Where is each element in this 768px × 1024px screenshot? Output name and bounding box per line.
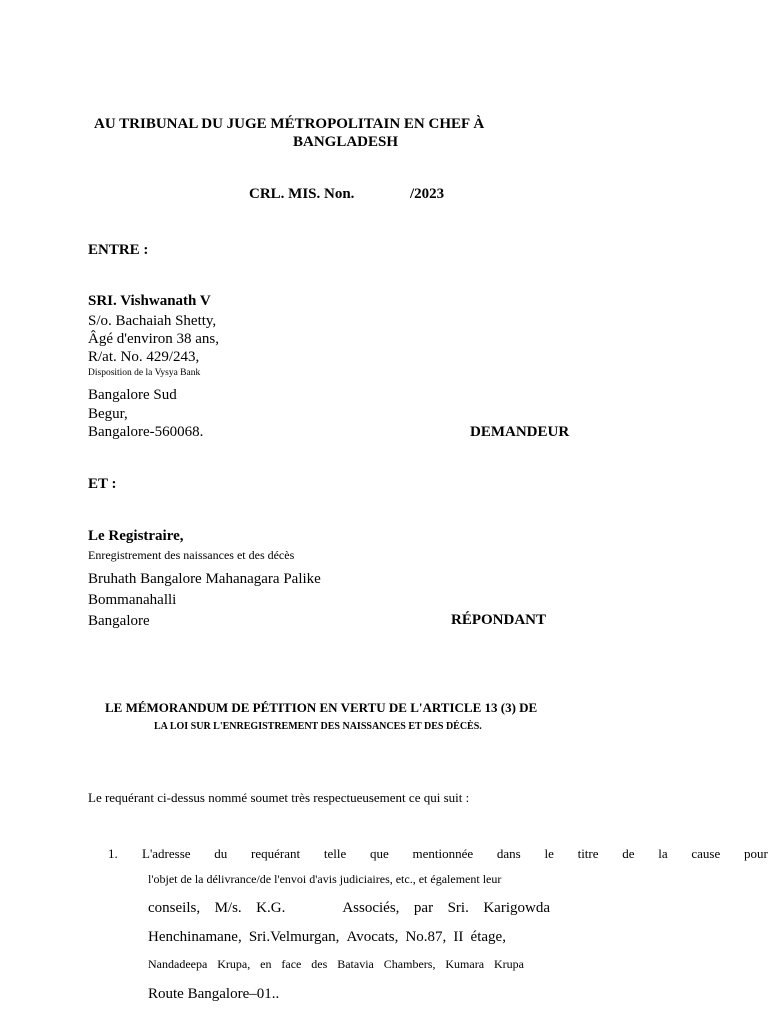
word: Krupa <box>493 957 524 971</box>
word: le <box>544 846 554 861</box>
petitioner-line: Disposition de la Vysya Bank <box>88 368 201 378</box>
petitioner-role: DEMANDEUR <box>470 424 570 440</box>
word: Henchinamane, <box>148 929 242 945</box>
respondent-name: Le Registraire, <box>88 528 184 544</box>
between-label: ENTRE : <box>88 242 149 258</box>
word: Batavia <box>337 957 374 971</box>
list-item-number: 1. <box>108 846 118 861</box>
word: pour <box>744 846 768 861</box>
word: Sri.Velmurgan, <box>248 929 340 945</box>
word: II <box>453 929 464 945</box>
respondent-line: Bommanahalli <box>88 592 177 608</box>
case-number-year: /2023 <box>410 186 445 202</box>
word: titre <box>577 846 599 861</box>
word: L'adresse <box>142 846 191 861</box>
word: requérant <box>251 846 301 861</box>
petitioner-line: Begur, <box>88 406 128 422</box>
petitioner-line: Bangalore Sud <box>88 387 177 403</box>
petitioner-line: R/at. No. 429/243, <box>88 349 200 365</box>
word: de <box>622 846 635 861</box>
word: K.G. <box>256 900 286 916</box>
item-1-line-2: l'objet de la délivrance/de l'envoi d'avis judiciaires, etc., et également leur <box>148 872 502 886</box>
word: des <box>311 957 328 971</box>
petitioner-line: Bangalore-560068. <box>88 424 204 440</box>
intro-paragraph: Le requérant ci-dessus nommé soumet très respectueusement ce qui suit : <box>88 790 470 805</box>
memorandum-title-line-2: LA LOI SUR L'ENREGISTREMENT DES NAISSANCES ET DES DÉCÈS. <box>154 721 482 732</box>
item-1-line-3 <box>148 901 550 916</box>
word: M/s. <box>214 900 242 916</box>
word: conseils, <box>148 900 201 916</box>
word: étage, <box>470 929 506 945</box>
word: mentionnée <box>412 846 474 861</box>
item-1-line-6: Route Bangalore–01.. <box>148 986 280 1002</box>
respondent-line: Enregistrement des naissances et des décès <box>88 548 295 562</box>
word: Sri. <box>447 900 469 916</box>
word: Karigowda <box>483 900 550 916</box>
court-title-line-1: AU TRIBUNAL DU JUGE MÉTROPOLITAIN EN CHEF À <box>94 116 485 132</box>
word: que <box>369 846 389 861</box>
item-1-line-4 <box>148 930 506 945</box>
word: Krupa, <box>217 957 251 971</box>
memorandum-title-line-1: LE MÉMORANDUM DE PÉTITION EN VERTU DE L'ARTICLE 13 (3) DE <box>105 700 538 715</box>
word: la <box>658 846 668 861</box>
word: Chambers, <box>383 957 436 971</box>
court-title-line-2: BANGLADESH <box>293 134 399 150</box>
and-label: ET : <box>88 476 117 492</box>
petitioner-name: SRI. Vishwanath V <box>88 293 211 309</box>
gap <box>300 901 328 916</box>
case-number-label: CRL. MIS. Non. <box>249 186 355 202</box>
word: Nandadeepa <box>148 957 208 971</box>
word: du <box>214 846 228 861</box>
word: par <box>413 900 434 916</box>
word: dans <box>496 846 521 861</box>
word: cause <box>691 846 721 861</box>
word: Avocats, <box>346 929 399 945</box>
item-1-line-1 <box>142 847 768 860</box>
petitioner-line: S/o. Bachaiah Shetty, <box>88 313 217 329</box>
item-1-line-5 <box>148 958 524 970</box>
word: Associés, <box>342 900 400 916</box>
word: No.87, <box>405 929 447 945</box>
word: Kumara <box>445 957 485 971</box>
respondent-role: RÉPONDANT <box>451 612 547 628</box>
word: telle <box>323 846 347 861</box>
respondent-line: Bruhath Bangalore Mahanagara Palike <box>88 571 321 587</box>
word: face <box>281 957 302 971</box>
word: en <box>260 957 272 971</box>
respondent-line: Bangalore <box>88 613 150 629</box>
petitioner-line: Âgé d'environ 38 ans, <box>88 331 220 347</box>
